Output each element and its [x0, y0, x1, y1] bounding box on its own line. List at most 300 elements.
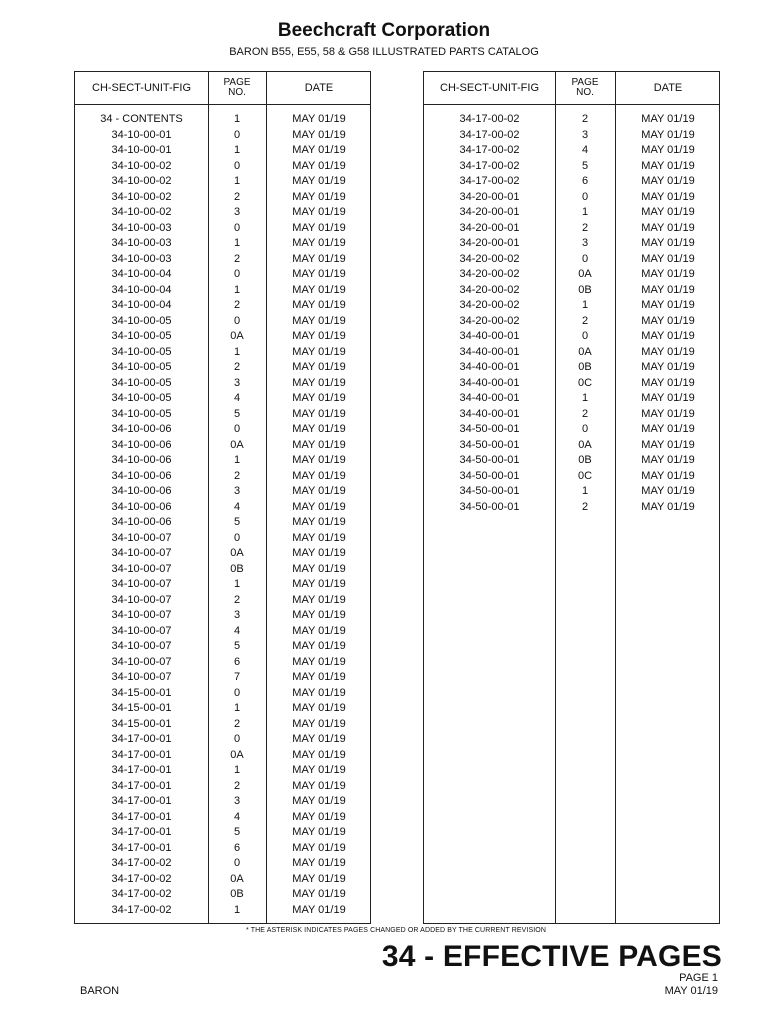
table-row — [75, 701, 370, 717]
page-no-cell: 5 — [233, 826, 241, 838]
date-cell: MAY 01/19 — [641, 469, 695, 482]
page-no-cell: 4 — [233, 500, 241, 513]
ch-sect-cell: 34-17-00-02 — [459, 128, 520, 141]
page-no-cell: 0C — [577, 376, 593, 389]
table-row — [75, 732, 370, 748]
aircraft-model: BARON — [80, 985, 120, 997]
table-row — [75, 329, 370, 345]
date-cell: MAY 01/19 — [292, 547, 346, 559]
table-rows-right — [424, 112, 719, 515]
column-header-ch-sect: CH-SECT-UNIT-FIG — [440, 82, 539, 94]
ch-sect-cell: 34-20-00-02 — [459, 268, 520, 280]
page-no-cell: 4 — [233, 810, 241, 823]
page-no-cell: 0B — [578, 283, 592, 296]
ch-sect-cell: 34-10-00-07 — [111, 609, 172, 621]
date-cell: MAY 01/19 — [641, 175, 695, 187]
ch-sect-cell: 34-10-00-06 — [111, 516, 172, 528]
date-cell: MAY 01/19 — [292, 671, 346, 683]
date-cell: MAY 01/19 — [292, 345, 346, 358]
ch-sect-cell: 34-17-00-02 — [459, 144, 520, 156]
page-no-cell: 5 — [581, 159, 589, 172]
table-row — [75, 841, 370, 857]
page-no-cell: 3 — [233, 609, 241, 621]
ch-sect-cell: 34-50-00-01 — [459, 500, 520, 513]
page-no-cell: 4 — [233, 392, 241, 404]
page-no-cell: 0A — [578, 438, 592, 451]
ch-sect-cell: 34-20-00-02 — [459, 252, 520, 265]
ch-sect-cell: 34-10-00-04 — [111, 283, 172, 296]
page-no-cell: 1 — [233, 283, 241, 296]
page-no-cell: 0B — [578, 454, 592, 466]
table-row — [424, 190, 719, 206]
table-row — [75, 298, 370, 314]
table-row — [424, 174, 719, 190]
ch-sect-cell: 34-20-00-01 — [459, 237, 520, 249]
table-row — [75, 717, 370, 733]
date-cell: MAY 01/19 — [292, 268, 346, 280]
page-no-cell: 2 — [233, 469, 241, 482]
table-row — [75, 190, 370, 206]
ch-sect-cell: 34-20-00-02 — [459, 299, 520, 311]
ch-sect-cell: 34-10-00-07 — [111, 562, 172, 575]
date-cell: MAY 01/19 — [292, 190, 346, 203]
date-cell: MAY 01/19 — [292, 361, 346, 373]
ch-sect-cell: 34-10-00-05 — [111, 330, 172, 342]
page-no-cell: 1 — [233, 454, 241, 466]
table-row — [75, 484, 370, 500]
table-row — [75, 593, 370, 609]
page-no-cell: 0 — [233, 733, 241, 745]
table-row — [75, 763, 370, 779]
ch-sect-cell: 34-10-00-03 — [111, 237, 172, 249]
ch-sect-cell: 34-50-00-01 — [459, 469, 520, 482]
table-row — [424, 205, 719, 221]
page-no-cell: 1 — [233, 903, 241, 916]
date-cell: MAY 01/19 — [292, 128, 346, 141]
date-cell: MAY 01/19 — [292, 795, 346, 807]
ch-sect-cell: 34-10-00-04 — [111, 268, 172, 280]
table-row — [424, 345, 719, 361]
page-no-cell: 6 — [233, 655, 241, 668]
page-no-cell: 0 — [581, 330, 589, 342]
ch-sect-cell: 34-10-00-02 — [111, 159, 172, 172]
ch-sect-cell: 34-10-00-03 — [111, 252, 172, 265]
table-row — [424, 112, 719, 128]
ch-sect-cell: 34 - CONTENTS — [100, 113, 183, 125]
table-row — [424, 143, 719, 159]
table-row — [75, 500, 370, 516]
page-no-cell: 1 — [233, 345, 241, 358]
page-no-cell: 2 — [233, 361, 241, 373]
table-row — [75, 531, 370, 547]
ch-sect-cell: 34-10-00-07 — [111, 593, 172, 606]
page-no-cell: 1 — [233, 702, 241, 714]
ch-sect-cell: 34-10-00-05 — [111, 345, 172, 358]
ch-sect-cell: 34-10-00-07 — [111, 655, 172, 668]
table-row — [75, 407, 370, 423]
date-cell: MAY 01/19 — [292, 144, 346, 156]
column-header-page-no: PAGE NO. — [223, 77, 251, 98]
date-cell: MAY 01/19 — [292, 113, 346, 125]
page-no-cell: 1 — [233, 237, 241, 249]
table-row — [424, 252, 719, 268]
page-no-cell: 2 — [581, 314, 589, 327]
date-cell: MAY 01/19 — [292, 175, 346, 187]
table-row — [75, 128, 370, 144]
page-no-cell: 0 — [233, 268, 241, 280]
date-cell: MAY 01/19 — [292, 857, 346, 869]
date-cell: MAY 01/19 — [292, 686, 346, 699]
table-row — [75, 872, 370, 888]
date-cell: MAY 01/19 — [292, 593, 346, 606]
date-cell: MAY 01/19 — [641, 252, 695, 265]
ch-sect-cell: 34-10-00-06 — [111, 454, 172, 466]
table-row — [424, 453, 719, 469]
date-cell: MAY 01/19 — [292, 454, 346, 466]
ch-sect-cell: 34-10-00-02 — [111, 175, 172, 187]
ch-sect-cell: 34-40-00-01 — [459, 330, 520, 342]
page-no-cell: 0 — [233, 423, 241, 435]
table-row — [75, 159, 370, 175]
ch-sect-cell: 34-10-00-07 — [111, 671, 172, 683]
date-cell: MAY 01/19 — [641, 144, 695, 156]
date-cell: MAY 01/19 — [292, 640, 346, 652]
ch-sect-cell: 34-17-00-02 — [111, 888, 172, 900]
page-no-cell: 1 — [233, 578, 241, 590]
date-cell: MAY 01/19 — [641, 438, 695, 451]
date-cell: MAY 01/19 — [292, 299, 346, 311]
date-cell: MAY 01/19 — [641, 485, 695, 497]
table-row — [75, 236, 370, 252]
page-no-cell: 0A — [230, 872, 244, 885]
ch-sect-cell: 34-10-00-06 — [111, 485, 172, 497]
date-cell: MAY 01/19 — [641, 407, 695, 420]
page-no-cell: 0 — [581, 190, 589, 203]
date-cell: MAY 01/19 — [641, 423, 695, 435]
date-cell: MAY 01/19 — [292, 779, 346, 792]
column-header-page-no: PAGE NO. — [571, 77, 599, 98]
ch-sect-cell: 34-17-00-02 — [111, 903, 172, 916]
date-cell: MAY 01/19 — [292, 733, 346, 745]
date-cell: MAY 01/19 — [292, 872, 346, 885]
date-cell: MAY 01/19 — [292, 531, 346, 544]
page-no-cell: 2 — [233, 593, 241, 606]
table-row — [424, 500, 719, 516]
page-no-cell: 1 — [581, 392, 589, 404]
table-row — [75, 546, 370, 562]
ch-sect-cell: 34-15-00-01 — [111, 717, 172, 730]
ch-sect-cell: 34-10-00-05 — [111, 407, 172, 420]
company-title: Beechcraft Corporation — [277, 20, 491, 41]
ch-sect-cell: 34-17-00-02 — [111, 872, 172, 885]
page-no-cell: 0 — [233, 857, 241, 869]
ch-sect-cell: 34-17-00-02 — [459, 113, 520, 125]
date-cell: MAY 01/19 — [292, 221, 346, 234]
date-cell: MAY 01/19 — [292, 764, 346, 776]
date-cell: MAY 01/19 — [292, 655, 346, 668]
page-no-cell: 2 — [233, 190, 241, 203]
ch-sect-cell: 34-20-00-01 — [459, 221, 520, 234]
table-row — [75, 608, 370, 624]
ch-sect-cell: 34-17-00-01 — [111, 764, 172, 776]
date-cell: MAY 01/19 — [292, 826, 346, 838]
page-no-cell: 6 — [233, 841, 241, 854]
date-cell: MAY 01/19 — [641, 237, 695, 249]
page-no-cell: 2 — [233, 717, 241, 730]
table-row — [75, 577, 370, 593]
table-row — [75, 453, 370, 469]
ch-sect-cell: 34-10-00-01 — [111, 144, 172, 156]
date-cell: MAY 01/19 — [292, 469, 346, 482]
date-cell: MAY 01/19 — [292, 903, 346, 916]
page-no-cell: 5 — [233, 640, 241, 652]
page-no-cell: 0A — [578, 345, 592, 358]
page-no-cell: 0A — [230, 547, 244, 559]
revision-footnote: * THE ASTERISK INDICATES PAGES CHANGED OR ADDED BY THE CURRENT REVISION — [246, 927, 546, 934]
ch-sect-cell: 34-50-00-01 — [459, 454, 520, 466]
date-cell: MAY 01/19 — [292, 283, 346, 296]
ch-sect-cell: 34-10-00-07 — [111, 547, 172, 559]
table-row — [75, 515, 370, 531]
ch-sect-cell: 34-50-00-01 — [459, 485, 520, 497]
ch-sect-cell: 34-40-00-01 — [459, 407, 520, 420]
page-no-cell: 3 — [233, 795, 241, 807]
page-no-cell: 1 — [581, 206, 589, 218]
page-no-cell: 3 — [581, 237, 589, 249]
table-row — [75, 670, 370, 686]
page-no-cell: 5 — [233, 407, 241, 420]
catalog-subtitle: BARON B55, E55, 58 & G58 ILLUSTRATED PARTS CATALOG — [229, 46, 539, 58]
table-row — [424, 128, 719, 144]
ch-sect-cell: 34-40-00-01 — [459, 345, 520, 358]
date-cell: MAY 01/19 — [292, 624, 346, 637]
table-row — [75, 112, 370, 128]
table-row — [75, 143, 370, 159]
ch-sect-cell: 34-17-00-02 — [459, 175, 520, 187]
page-no-cell: 1 — [233, 113, 241, 125]
table-row — [424, 376, 719, 392]
date-cell: MAY 01/19 — [292, 330, 346, 342]
ch-sect-cell: 34-20-00-02 — [459, 283, 520, 296]
ch-sect-cell: 34-10-00-06 — [111, 500, 172, 513]
ch-sect-cell: 34-10-00-02 — [111, 206, 172, 218]
page-no-cell: 0 — [233, 314, 241, 327]
table-row — [75, 438, 370, 454]
date-cell: MAY 01/19 — [641, 268, 695, 280]
date-cell: MAY 01/19 — [292, 314, 346, 327]
ch-sect-cell: 34-17-00-01 — [111, 733, 172, 745]
date-cell: MAY 01/19 — [641, 454, 695, 466]
date-cell: MAY 01/19 — [641, 345, 695, 358]
ch-sect-cell: 34-15-00-01 — [111, 686, 172, 699]
ch-sect-cell: 34-10-00-07 — [111, 640, 172, 652]
page-no-cell: 1 — [581, 485, 589, 497]
page-no-cell: 0A — [230, 748, 244, 761]
page-no-cell: 2 — [581, 221, 589, 234]
table-row — [75, 174, 370, 190]
table-row — [424, 283, 719, 299]
date-cell: MAY 01/19 — [641, 376, 695, 389]
page-no-cell: 2 — [581, 113, 589, 125]
table-row — [75, 655, 370, 671]
table-row — [424, 391, 719, 407]
table-row — [75, 686, 370, 702]
date-cell: MAY 01/19 — [292, 392, 346, 404]
table-row — [75, 422, 370, 438]
ch-sect-cell: 34-10-00-05 — [111, 361, 172, 373]
ch-sect-cell: 34-10-00-07 — [111, 624, 172, 637]
page-no-cell: 0B — [230, 888, 244, 900]
table-row — [75, 252, 370, 268]
page-no-cell: 6 — [581, 175, 589, 187]
page-no-cell: 0 — [233, 221, 241, 234]
ch-sect-cell: 34-10-00-06 — [111, 438, 172, 451]
page-no-cell: 2 — [581, 407, 589, 420]
date-cell: MAY 01/19 — [641, 221, 695, 234]
ch-sect-cell: 34-10-00-06 — [111, 469, 172, 482]
date-cell: MAY 01/19 — [292, 159, 346, 172]
table-row — [424, 329, 719, 345]
date-cell: MAY 01/19 — [292, 841, 346, 854]
page-no-cell: 1 — [581, 299, 589, 311]
ch-sect-cell: 34-40-00-01 — [459, 392, 520, 404]
page-no-cell: 3 — [233, 206, 241, 218]
ch-sect-cell: 34-15-00-01 — [111, 702, 172, 714]
date-cell: MAY 01/19 — [641, 361, 695, 373]
table-row — [424, 422, 719, 438]
ch-sect-cell: 34-17-00-01 — [111, 795, 172, 807]
date-cell: MAY 01/19 — [292, 702, 346, 714]
date-cell: MAY 01/19 — [292, 578, 346, 590]
table-row — [75, 221, 370, 237]
table-row — [75, 345, 370, 361]
ch-sect-cell: 34-10-00-07 — [111, 531, 172, 544]
ch-sect-cell: 34-20-00-01 — [459, 206, 520, 218]
date-cell: MAY 01/19 — [292, 438, 346, 451]
ch-sect-cell: 34-10-00-05 — [111, 392, 172, 404]
ch-sect-cell: 34-10-00-05 — [111, 314, 172, 327]
date-cell: MAY 01/19 — [641, 314, 695, 327]
page-no-cell: 2 — [233, 779, 241, 792]
date-cell: MAY 01/19 — [641, 299, 695, 311]
table-row — [75, 205, 370, 221]
ch-sect-cell: 34-17-00-01 — [111, 841, 172, 854]
table-row — [75, 856, 370, 872]
table-row — [424, 484, 719, 500]
table-row — [424, 236, 719, 252]
page-no-cell: 3 — [233, 485, 241, 497]
page-no-cell: 0A — [230, 438, 244, 451]
page-no-cell: 0 — [233, 159, 241, 172]
date-cell: MAY 01/19 — [292, 516, 346, 528]
date-cell: MAY 01/19 — [292, 500, 346, 513]
date-cell: MAY 01/19 — [292, 717, 346, 730]
table-row — [424, 438, 719, 454]
table-row — [75, 314, 370, 330]
table-row — [75, 376, 370, 392]
date-cell: MAY 01/19 — [292, 376, 346, 389]
table-row — [75, 779, 370, 795]
column-header-ch-sect: CH-SECT-UNIT-FIG — [92, 82, 191, 94]
ch-sect-cell: 34-17-00-01 — [111, 810, 172, 823]
date-cell: MAY 01/19 — [292, 562, 346, 575]
section-title: 34 - EFFECTIVE PAGES — [381, 940, 722, 973]
page-no-cell: 3 — [581, 128, 589, 141]
date-cell: MAY 01/19 — [292, 423, 346, 435]
ch-sect-cell: 34-10-00-05 — [111, 376, 172, 389]
date-cell: MAY 01/19 — [292, 485, 346, 497]
date-cell: MAY 01/19 — [641, 159, 695, 172]
date-cell: MAY 01/19 — [292, 609, 346, 621]
date-cell: MAY 01/19 — [292, 407, 346, 420]
page-no-cell: 0 — [581, 423, 589, 435]
table-row — [75, 391, 370, 407]
page-no-cell: 4 — [581, 144, 589, 156]
date-cell: MAY 01/19 — [292, 237, 346, 249]
page-no-cell: 2 — [233, 252, 241, 265]
date-cell: MAY 01/19 — [641, 128, 695, 141]
ch-sect-cell: 34-10-00-06 — [111, 423, 172, 435]
table-row — [75, 887, 370, 903]
date-cell: MAY 01/19 — [292, 252, 346, 265]
date-cell: MAY 01/19 — [292, 206, 346, 218]
table-row — [75, 903, 370, 919]
date-cell: MAY 01/19 — [641, 283, 695, 296]
table-row — [424, 314, 719, 330]
page-no-cell: 2 — [233, 299, 241, 311]
table-row — [75, 360, 370, 376]
ch-sect-cell: 34-10-00-04 — [111, 299, 172, 311]
date-cell: MAY 01/19 — [292, 748, 346, 761]
table-row — [75, 794, 370, 810]
ch-sect-cell: 34-50-00-01 — [459, 423, 520, 435]
column-header-date: DATE — [304, 82, 334, 94]
table-row — [424, 298, 719, 314]
page-no-cell: 3 — [233, 376, 241, 389]
page-number: PAGE 1 — [679, 972, 718, 984]
page-date: MAY 01/19 — [664, 985, 718, 997]
table-row — [75, 267, 370, 283]
date-cell: MAY 01/19 — [641, 500, 695, 513]
date-cell: MAY 01/19 — [641, 330, 695, 342]
date-cell: MAY 01/19 — [641, 113, 695, 125]
date-cell: MAY 01/19 — [292, 810, 346, 823]
effective-pages-table-left — [74, 71, 371, 924]
page-no-cell: 0 — [233, 531, 241, 544]
ch-sect-cell: 34-17-00-02 — [111, 857, 172, 869]
table-row — [75, 825, 370, 841]
page-no-cell: 0A — [230, 330, 244, 342]
ch-sect-cell: 34-17-00-01 — [111, 826, 172, 838]
table-row — [424, 360, 719, 376]
page-no-cell: 5 — [233, 516, 241, 528]
page-no-cell: 4 — [233, 624, 241, 637]
ch-sect-cell: 34-40-00-01 — [459, 376, 520, 389]
table-row — [424, 407, 719, 423]
page-no-cell: 0A — [578, 268, 592, 280]
table-row — [75, 562, 370, 578]
ch-sect-cell: 34-10-00-07 — [111, 578, 172, 590]
date-cell: MAY 01/19 — [292, 888, 346, 900]
table-row — [75, 748, 370, 764]
page-no-cell: 1 — [233, 144, 241, 156]
table-row — [75, 624, 370, 640]
page-no-cell: 0 — [233, 128, 241, 141]
ch-sect-cell: 34-40-00-01 — [459, 361, 520, 373]
ch-sect-cell: 34-10-00-02 — [111, 190, 172, 203]
date-cell: MAY 01/19 — [641, 392, 695, 404]
page-no-cell: 1 — [233, 175, 241, 187]
